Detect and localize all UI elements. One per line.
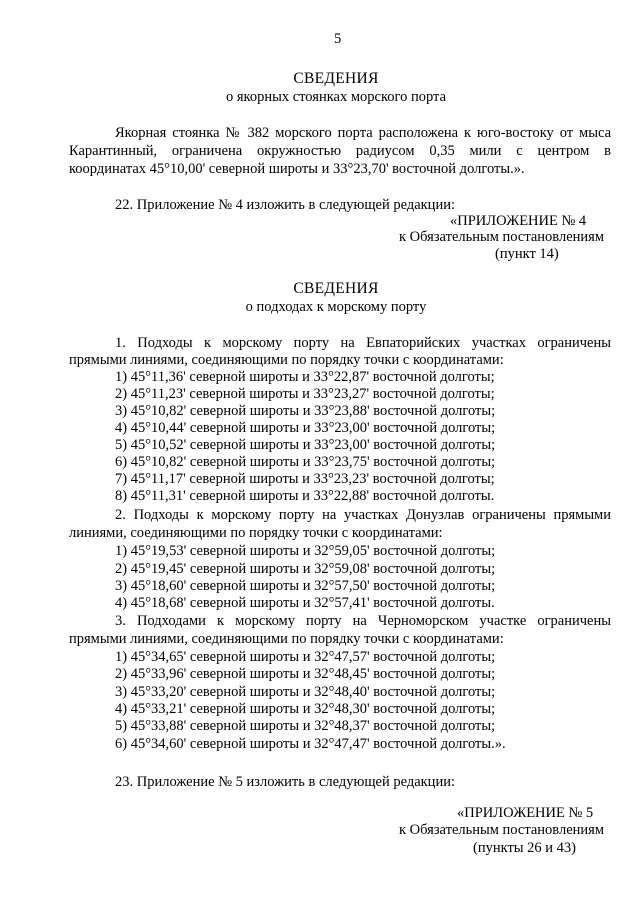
coordinate-item: 6) 45°34,60' северной широты и 32°47,47' восточной долготы.». <box>115 736 506 752</box>
coordinate-item: 5) 45°10,52' северной широты и 33°23,00' восточной долготы; <box>115 437 496 453</box>
coordinate-item: 2) 45°33,96' северной широты и 32°48,45' восточной долготы; <box>115 666 496 682</box>
coordinate-item: 3) 45°33,20' северной широты и 32°48,40' восточной долготы; <box>115 684 496 700</box>
section1-para-line: координатах 45°10,00' северной широты и 33°23,70' восточной долготы.». <box>69 161 525 177</box>
coordinate-item: 1) 45°34,65' северной широты и 32°47,57' восточной долготы; <box>115 649 496 665</box>
appendix4-line3: (пункт 14) <box>495 246 559 262</box>
page-number: 5 <box>334 31 342 47</box>
clause-23: 23. Приложение № 5 изложить в следующей редакции: <box>115 774 455 790</box>
appendix4-title: «ПРИЛОЖЕНИЕ № 4 <box>450 213 587 229</box>
p1-line: прямыми линиями, соединяющими по порядку точки с координатами: <box>69 352 504 368</box>
coordinate-item: 3) 45°10,82' северной широты и 33°23,88' восточной долготы; <box>115 403 496 419</box>
coordinate-item: 2) 45°19,45' северной широты и 32°59,08' восточной долготы; <box>115 561 496 577</box>
coordinate-item: 4) 45°33,21' северной широты и 32°48,30' восточной долготы; <box>115 701 496 717</box>
section1-para-line: Якорная стоянка № 382 морского порта расположена к юго-востоку от мыса <box>115 125 611 141</box>
section2-subtitle: о подходах к морскому порту <box>245 299 427 315</box>
section2-title: СВЕДЕНИЯ <box>293 280 379 297</box>
coordinate-item: 8) 45°11,31' северной широты и 33°22,88' восточной долготы. <box>115 488 495 504</box>
coordinate-item: 4) 45°18,68' северной широты и 32°57,41' восточной долготы. <box>115 595 495 611</box>
coordinate-item: 1) 45°19,53' северной широты и 32°59,05' восточной долготы; <box>115 543 496 559</box>
appendix5-title: «ПРИЛОЖЕНИЕ № 5 <box>457 805 594 821</box>
appendix5-line3: (пункты 26 и 43) <box>473 840 576 856</box>
p3-line: 3. Подходами к морскому порту на Черноморском участке ограничены <box>115 613 611 629</box>
coordinate-item: 6) 45°10,82' северной широты и 33°23,75' восточной долготы; <box>115 454 496 470</box>
section1-para-line: Карантинный, ограничена окружностью радиусом 0,35 мили с центром в <box>69 143 611 159</box>
clause-22: 22. Приложение № 4 изложить в следующей редакции: <box>115 197 455 213</box>
p3-line: прямыми линиями, соединяющими по порядку точки с координатами: <box>69 631 504 647</box>
appendix4-line2: к Обязательным постановлениям <box>399 229 604 245</box>
coordinate-item: 7) 45°11,17' северной широты и 33°23,23' восточной долготы; <box>115 471 495 487</box>
appendix5-line2: к Обязательным постановлениям <box>399 822 604 838</box>
p1-line: 1. Подходы к морскому порту на Евпаторийских участках ограничены <box>115 335 611 351</box>
coordinate-item: 3) 45°18,60' северной широты и 32°57,50' восточной долготы; <box>115 578 496 594</box>
p2-line: линиями, соединяющими по порядку точки с координатами: <box>69 525 443 541</box>
section1-title: СВЕДЕНИЯ <box>293 70 379 87</box>
coordinate-item: 2) 45°11,23' северной широты и 33°23,27' восточной долготы; <box>115 386 495 402</box>
p2-line: 2. Подходы к морскому порту на участках Донузлав ограничены прямыми <box>115 507 611 523</box>
coordinate-item: 4) 45°10,44' северной широты и 33°23,00' восточной долготы; <box>115 420 496 436</box>
coordinate-item: 1) 45°11,36' северной широты и 33°22,87' восточной долготы; <box>115 369 495 385</box>
section1-subtitle: о якорных стоянках морского порта <box>226 89 446 105</box>
coordinate-item: 5) 45°33,88' северной широты и 32°48,37' восточной долготы; <box>115 718 496 734</box>
